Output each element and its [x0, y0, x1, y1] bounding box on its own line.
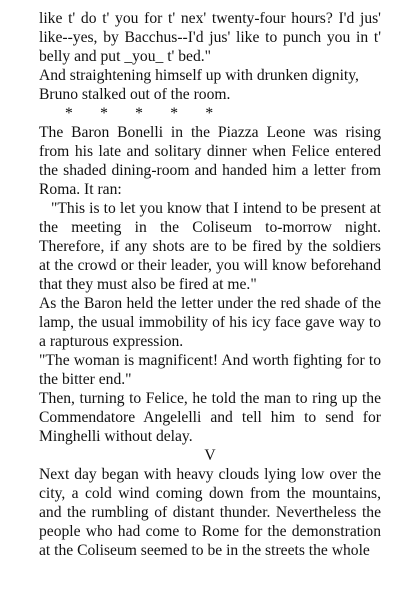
paragraph-baron-quote: "The woman is magnificent! And worth fighting for to the bitter end." [39, 352, 381, 388]
book-page [39, 9, 381, 560]
section-break-asterisks: * * * * * [65, 105, 214, 122]
paragraph-roma-letter: "This is to let you know that I intend to be present at the meeting in the Coliseum to-morrow night. Therefore, if any shots are to be fired by the soldiers at the crowd or their leader, you will know beforehand that they must also be fired at me." [39, 200, 381, 293]
paragraph-baron-dinner: The Baron Bonelli in the Piazza Leone was rising from his late and solitary dinner when Felice entered the shaded dining-room and handed him a letter from Roma. It ran: [39, 124, 381, 198]
chapter-heading: V [204, 447, 216, 464]
paragraph-bruno-exit: And straightening himself up with drunken dignity, Bruno stalked out of the room. [39, 67, 359, 103]
paragraph-felice-instruction: Then, turning to Felice, he told the man to ring up the Commendatore Angelelli and tell him to send for Minghelli without delay. [39, 390, 381, 445]
paragraph-bruno-speech: like t' do t' you for t' nex' twenty-four hours? I'd jus' like--yes, by Bacchus--I'd jus' like to punch you in t' belly and put _you_ t' bed." [39, 10, 381, 65]
paragraph-baron-expression: As the Baron held the letter under the red shade of the lamp, the usual immobility of his icy face gave way to a rapturous expression. [39, 295, 381, 350]
paragraph-next-day: Next day began with heavy clouds lying low over the city, a cold wind coming down from the mountains, and the rumbling of distant thunder. Nevertheless the people who had come to Rome for the demonstration at the Coliseum seemed to be in the streets the whole [39, 466, 381, 559]
